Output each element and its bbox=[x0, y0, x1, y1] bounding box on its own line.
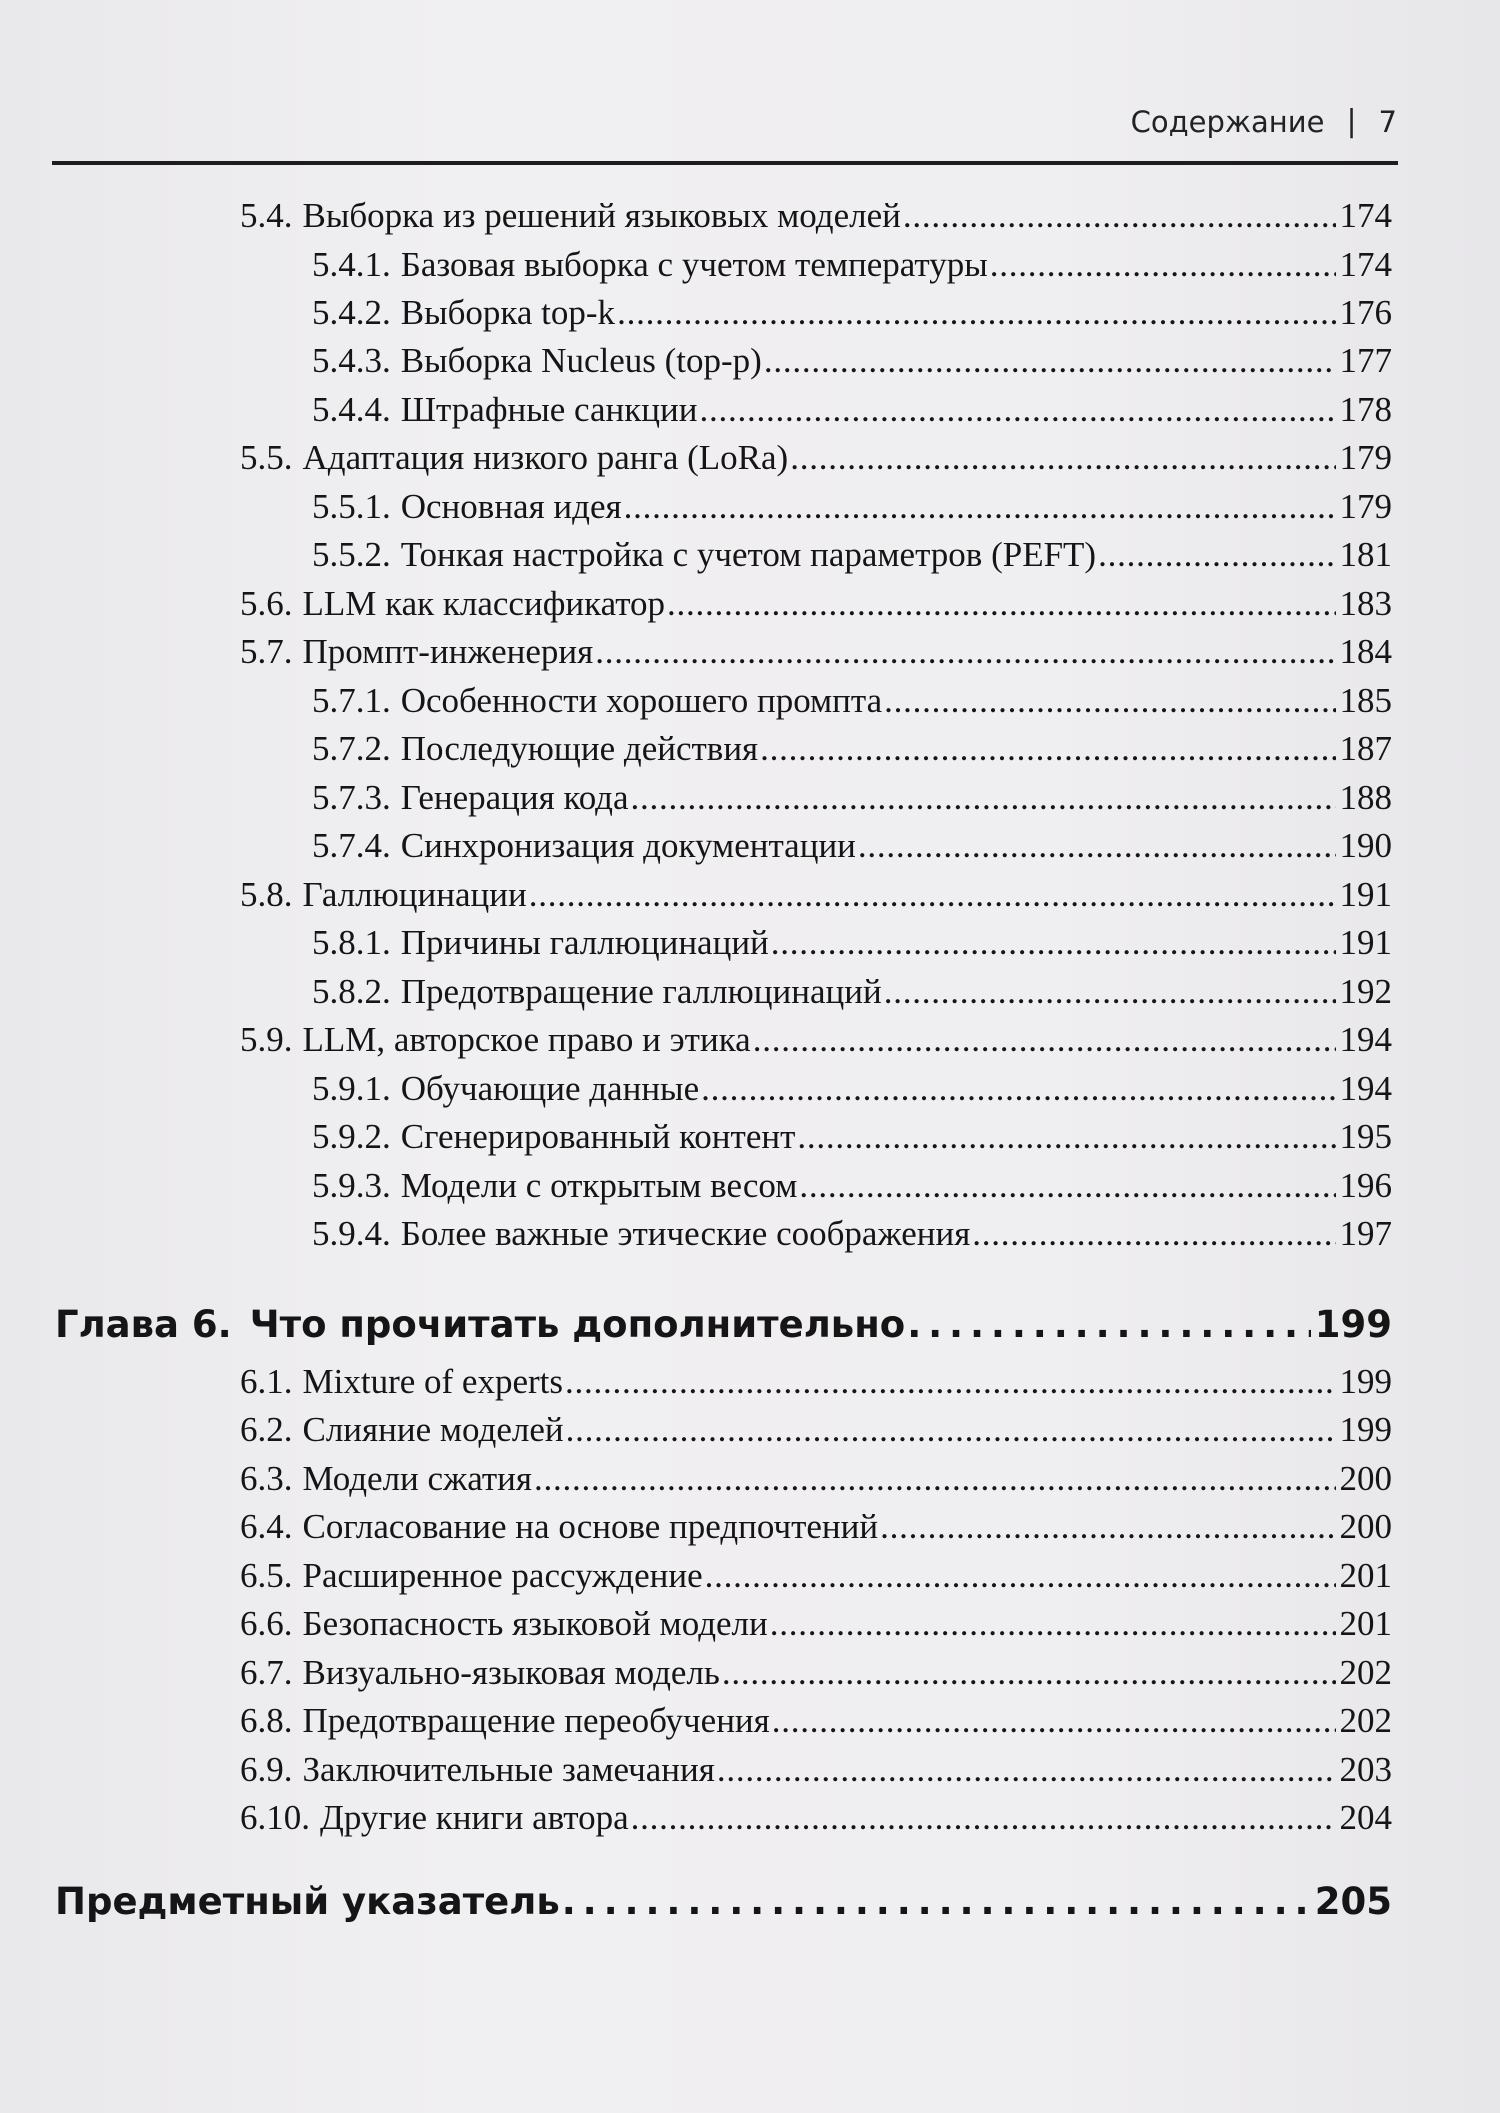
toc-entry-number: 5.7.2. bbox=[312, 729, 391, 768]
toc-entry bbox=[312, 245, 1392, 285]
toc-entry-title: Штрафные санкции bbox=[400, 390, 698, 429]
toc-entry bbox=[240, 584, 1392, 624]
toc-entry-number: 5.4.1. bbox=[312, 245, 391, 284]
dot-leader bbox=[631, 778, 1336, 818]
toc-entry-page: 176 bbox=[1339, 293, 1392, 332]
toc-entry-page: 199 bbox=[1314, 1303, 1392, 1346]
toc-entry-page: 183 bbox=[1339, 584, 1392, 623]
dot-leader bbox=[529, 875, 1336, 915]
toc-entry-number: 6.3. bbox=[240, 1459, 293, 1498]
toc-entry-number: 5.8.2. bbox=[312, 972, 391, 1011]
toc-entry-page: 174 bbox=[1339, 196, 1392, 235]
running-head-separator: | bbox=[1346, 104, 1357, 139]
toc-entry-page: 203 bbox=[1339, 1750, 1392, 1789]
toc-entry bbox=[240, 1653, 1392, 1693]
toc-entry bbox=[312, 1117, 1392, 1157]
toc-entry-title: Генерация кода bbox=[400, 778, 629, 817]
toc-entry bbox=[312, 1166, 1392, 1206]
toc-entry-title: LLM как классификатор bbox=[302, 584, 666, 623]
toc-entry bbox=[240, 1604, 1392, 1644]
toc-entry-number: 5.4.2. bbox=[312, 293, 391, 332]
toc-entry bbox=[312, 1214, 1392, 1254]
toc-entry-number: 5.9.2. bbox=[312, 1117, 391, 1156]
running-head bbox=[1131, 104, 1397, 139]
dot-leader bbox=[699, 390, 1335, 430]
dot-leader bbox=[617, 293, 1335, 333]
toc-entry-page: 200 bbox=[1339, 1459, 1392, 1498]
toc-entry-number: 6.9. bbox=[240, 1750, 293, 1789]
toc-entry-number: 5.7.3. bbox=[312, 778, 391, 817]
toc-entry bbox=[240, 196, 1392, 236]
toc-entry-number: 6.10. bbox=[240, 1798, 310, 1837]
dot-leader bbox=[631, 1798, 1336, 1838]
toc-entry-page: 177 bbox=[1339, 341, 1392, 380]
dot-leader bbox=[562, 1880, 1311, 1923]
toc-entry-number: 6.4. bbox=[240, 1507, 293, 1546]
toc-entry bbox=[312, 293, 1392, 333]
toc-entry-page: 205 bbox=[1314, 1880, 1392, 1923]
dot-leader bbox=[595, 632, 1335, 672]
toc-chapter bbox=[55, 1303, 1392, 1346]
toc-entry bbox=[240, 1507, 1392, 1547]
toc-entry-title: Визуально-языковая модель bbox=[302, 1653, 720, 1692]
toc-entry-number: 5.6. bbox=[240, 584, 293, 623]
toc-entry-title: Слияние моделей bbox=[302, 1410, 564, 1449]
dot-leader bbox=[858, 826, 1336, 866]
toc-entry-page: 184 bbox=[1339, 632, 1392, 671]
dot-leader bbox=[722, 1653, 1336, 1693]
toc-entry-number: 5.4. bbox=[240, 196, 293, 235]
dot-leader bbox=[566, 1410, 1336, 1450]
dot-leader bbox=[799, 1166, 1335, 1206]
toc-entry-number: 6.1. bbox=[240, 1362, 293, 1401]
toc-entry-number: 5.7.4. bbox=[312, 826, 391, 865]
toc-entry-page: 201 bbox=[1339, 1556, 1392, 1595]
dot-leader bbox=[884, 972, 1336, 1012]
dot-leader bbox=[534, 1459, 1336, 1499]
toc-entry-number: 5.9.4. bbox=[312, 1214, 391, 1253]
toc-entry bbox=[240, 1750, 1392, 1790]
toc-entry-page: 201 bbox=[1339, 1604, 1392, 1643]
toc-entry bbox=[312, 341, 1392, 381]
toc-entry-title: Более важные этические соображения bbox=[400, 1214, 971, 1253]
toc-entry-page: 179 bbox=[1339, 487, 1392, 526]
toc-entry-number: 5.8. bbox=[240, 875, 293, 914]
toc-entry-page: 191 bbox=[1339, 875, 1392, 914]
header-rule bbox=[52, 161, 1398, 165]
dot-leader bbox=[764, 341, 1336, 381]
dot-leader bbox=[990, 245, 1336, 285]
toc-entry-page: 190 bbox=[1339, 826, 1392, 865]
toc-entry-page: 200 bbox=[1339, 1507, 1392, 1546]
toc-entry-number: 6.6. bbox=[240, 1604, 293, 1643]
toc-entry-title: Базовая выборка с учетом температуры bbox=[400, 245, 988, 284]
dot-leader bbox=[771, 923, 1336, 963]
dot-leader bbox=[884, 681, 1335, 721]
toc-entry-number: 6.2. bbox=[240, 1410, 293, 1449]
toc-entry bbox=[240, 875, 1392, 915]
toc-entry-title: Согласование на основе предпочтений bbox=[302, 1507, 879, 1546]
toc-entry bbox=[312, 1069, 1392, 1109]
toc-entry-page: 194 bbox=[1339, 1020, 1392, 1059]
dot-leader bbox=[717, 1750, 1336, 1790]
toc-entry-title: Предотвращение галлюцинаций bbox=[400, 972, 882, 1011]
dot-leader bbox=[797, 1117, 1335, 1157]
toc-entry-title: Выборка top-k bbox=[400, 293, 616, 332]
toc-entry-page: 195 bbox=[1339, 1117, 1392, 1156]
toc-entry bbox=[312, 681, 1392, 721]
toc-entry-title: Модели сжатия bbox=[302, 1459, 532, 1498]
toc-entry-title: Mixture of experts bbox=[302, 1362, 563, 1401]
dot-leader bbox=[770, 1604, 1336, 1644]
toc-entry-number: 5.5.1. bbox=[312, 487, 391, 526]
toc-entry bbox=[240, 1459, 1392, 1499]
toc-entry-number: 5.4.4. bbox=[312, 390, 391, 429]
dot-leader bbox=[772, 1701, 1336, 1741]
toc-entry-title: Расширенное рассуждение bbox=[302, 1556, 703, 1595]
toc-entry bbox=[240, 1410, 1392, 1450]
toc-entry-title: Безопасность языковой модели bbox=[302, 1604, 768, 1643]
toc-entry-title: Обучающие данные bbox=[400, 1069, 700, 1108]
toc-entry-number: 6.5. bbox=[240, 1556, 293, 1595]
toc-entry-number: 5.9.1. bbox=[312, 1069, 391, 1108]
toc-entry-title: Выборка из решений языковых моделей bbox=[302, 196, 901, 235]
running-head-section: Содержание bbox=[1130, 104, 1325, 139]
dot-leader bbox=[753, 1020, 1336, 1060]
toc-entry-title: Последующие действия bbox=[400, 729, 759, 768]
toc-entry-number: 6.8. bbox=[240, 1701, 293, 1740]
toc-entry-number: 5.9.3. bbox=[312, 1166, 391, 1205]
toc-entry-title: Другие книги автора bbox=[320, 1798, 629, 1837]
toc-entry bbox=[312, 487, 1392, 527]
toc-entry bbox=[240, 1020, 1392, 1060]
running-head-page-number: 7 bbox=[1378, 104, 1397, 139]
toc-entry-page: 191 bbox=[1339, 923, 1392, 962]
toc-entry-page: 202 bbox=[1339, 1701, 1392, 1740]
dot-leader bbox=[790, 438, 1335, 478]
toc-entry bbox=[312, 826, 1392, 866]
dot-leader bbox=[760, 729, 1335, 769]
toc-entry-number: 5.7. bbox=[240, 632, 293, 671]
toc-entry-number: 5.5.2. bbox=[312, 535, 391, 574]
toc-entry bbox=[240, 632, 1392, 672]
toc-entry-title: Особенности хорошего промпта bbox=[400, 681, 883, 720]
dot-leader bbox=[565, 1362, 1336, 1402]
toc-index-entry bbox=[55, 1880, 1392, 1923]
toc-entry-page: 179 bbox=[1339, 438, 1392, 477]
toc-entry-title: Галлюцинации bbox=[302, 875, 527, 914]
toc-entry-page: 194 bbox=[1339, 1069, 1392, 1108]
toc-entry-number: 5.7.1. bbox=[312, 681, 391, 720]
toc-entry-page: 204 bbox=[1339, 1798, 1392, 1837]
toc-entry bbox=[240, 1701, 1392, 1741]
toc-entry-page: 178 bbox=[1339, 390, 1392, 429]
toc-entry-title: Предотвращение переобучения bbox=[302, 1701, 770, 1740]
dot-leader bbox=[972, 1214, 1335, 1254]
toc-entry-title: Сгенерированный контент bbox=[400, 1117, 796, 1156]
toc-entry-page: 185 bbox=[1339, 681, 1392, 720]
toc-entry-number: 5.5. bbox=[240, 438, 293, 477]
toc-entry bbox=[240, 1556, 1392, 1596]
dot-leader bbox=[705, 1556, 1336, 1596]
toc-entry-page: 187 bbox=[1339, 729, 1392, 768]
toc-entry-title: Заключительные замечания bbox=[302, 1750, 715, 1789]
toc-entry-title: Что прочитать дополнительно bbox=[249, 1303, 906, 1346]
toc-entry bbox=[312, 390, 1392, 430]
toc-entry bbox=[312, 535, 1392, 575]
toc-entry bbox=[312, 778, 1392, 818]
toc-entry-number: 5.9. bbox=[240, 1020, 293, 1059]
toc-entry-title: Основная идея bbox=[400, 487, 622, 526]
toc-entry-page: 188 bbox=[1339, 778, 1392, 817]
toc-entry-number: 6.7. bbox=[240, 1653, 293, 1692]
toc-entry-title: Адаптация низкого ранга (LoRa) bbox=[302, 438, 789, 477]
toc-entry-title: Синхронизация документации bbox=[400, 826, 856, 865]
toc-entry-page: 197 bbox=[1339, 1214, 1392, 1253]
dot-leader bbox=[667, 584, 1335, 624]
toc-entry-title: Причины галлюцинаций bbox=[400, 923, 769, 962]
toc-entry-title: Предметный указатель bbox=[55, 1880, 560, 1923]
dot-leader bbox=[701, 1069, 1335, 1109]
toc-entry-title: Модели с открытым весом bbox=[400, 1166, 798, 1205]
toc-entry bbox=[312, 972, 1392, 1012]
dot-leader bbox=[624, 487, 1336, 527]
dot-leader bbox=[880, 1507, 1335, 1547]
toc-entry bbox=[312, 923, 1392, 963]
toc-entry-number: 5.8.1. bbox=[312, 923, 391, 962]
toc-entry-title: LLM, авторское право и этика bbox=[302, 1020, 751, 1059]
toc-entry-number: Глава 6. bbox=[55, 1303, 232, 1346]
toc-entry bbox=[240, 438, 1392, 478]
toc-entry-page: 202 bbox=[1339, 1653, 1392, 1692]
toc-entry-page: 192 bbox=[1339, 972, 1392, 1011]
toc-entry bbox=[240, 1798, 1392, 1838]
toc-entry-title: Тонкая настройка с учетом параметров (PEFT) bbox=[400, 535, 1097, 574]
toc-entry-page: 196 bbox=[1339, 1166, 1392, 1205]
toc-entry-number: 5.4.3. bbox=[312, 341, 391, 380]
toc-entry bbox=[312, 729, 1392, 769]
dot-leader bbox=[1098, 535, 1335, 575]
dot-leader bbox=[903, 196, 1336, 236]
toc-entry-page: 181 bbox=[1339, 535, 1392, 574]
toc-entry-page: 199 bbox=[1339, 1410, 1392, 1449]
toc-entry-title: Выборка Nucleus (top-p) bbox=[400, 341, 762, 380]
toc-entry bbox=[240, 1362, 1392, 1402]
toc-entry-title: Промпт-инженерия bbox=[302, 632, 594, 671]
toc-entry-page: 174 bbox=[1339, 245, 1392, 284]
toc-entry-page: 199 bbox=[1339, 1362, 1392, 1401]
dot-leader bbox=[907, 1303, 1311, 1346]
